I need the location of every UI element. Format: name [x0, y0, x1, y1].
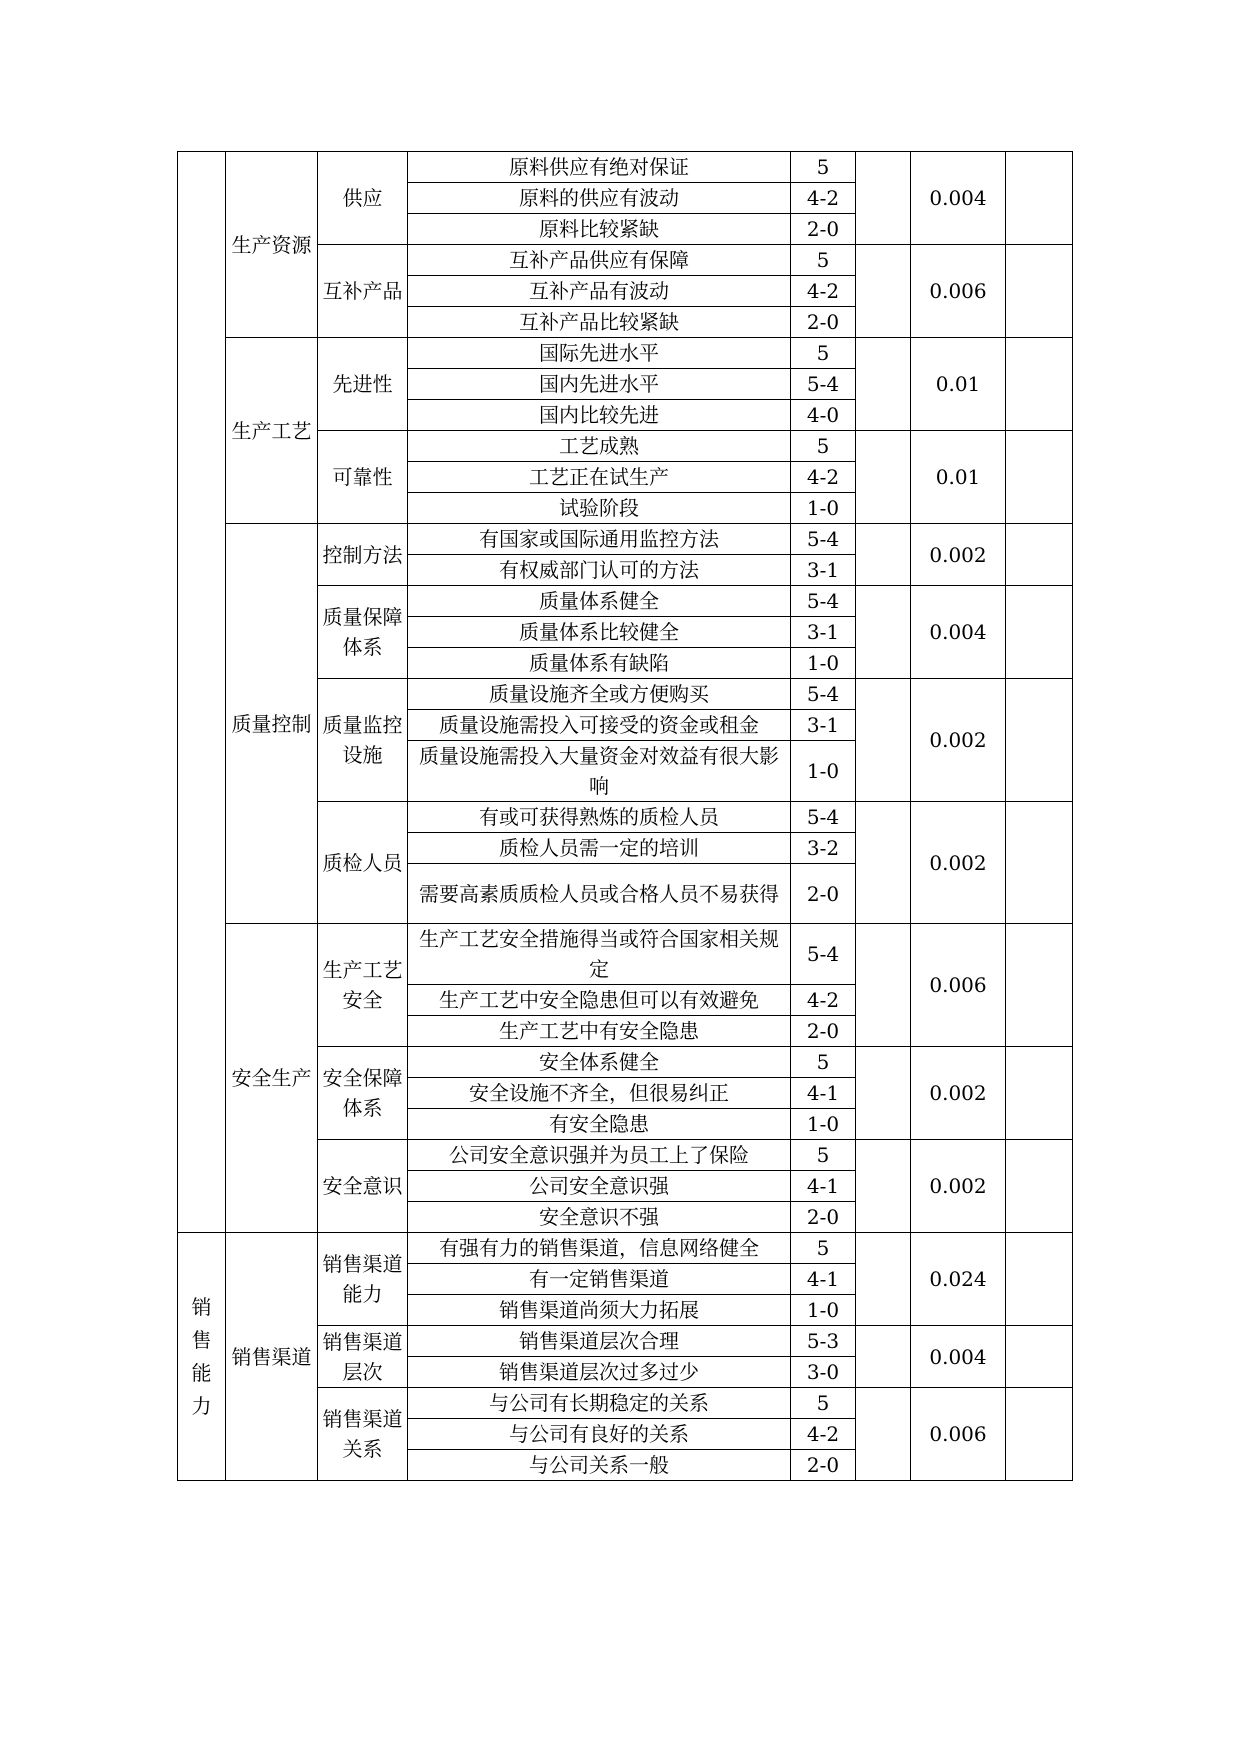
score-range: 1-0	[791, 1109, 856, 1140]
criterion-description: 有国家或国际通用监控方法	[408, 524, 791, 555]
criterion-description: 质检人员需一定的培训	[408, 833, 791, 864]
score-range: 5	[791, 338, 856, 369]
weighted-score-cell	[1006, 1047, 1073, 1140]
sub-criterion-cell	[318, 245, 408, 338]
group-name-label: 质量控制	[231, 711, 312, 736]
score-range: 3-1	[791, 710, 856, 741]
score-range: 3-2	[791, 833, 856, 864]
score-range: 2-0	[791, 864, 856, 924]
sub-criterion-cell	[318, 431, 408, 524]
score-entry-cell	[856, 524, 911, 586]
weight-value: 0.01	[911, 431, 1006, 524]
weight-value: 0.002	[911, 1140, 1006, 1233]
score-entry-cell	[856, 431, 911, 524]
criterion-description: 质量设施齐全或方便购买	[408, 679, 791, 710]
score-range: 1-0	[791, 493, 856, 524]
weighted-score-cell	[1006, 924, 1073, 1047]
sub-criterion-cell	[318, 524, 408, 586]
score-range: 5-3	[791, 1326, 856, 1357]
weighted-score-cell	[1006, 1388, 1073, 1481]
criterion-description: 国内先进水平	[408, 369, 791, 400]
score-range: 4-2	[791, 985, 856, 1016]
score-entry-cell	[856, 1140, 911, 1233]
score-range: 5-4	[791, 924, 856, 985]
table-row	[178, 924, 1073, 985]
score-range: 5-4	[791, 524, 856, 555]
score-range: 4-2	[791, 1419, 856, 1450]
criterion-description: 与公司关系一般	[408, 1450, 791, 1481]
score-range: 5	[791, 1233, 856, 1264]
score-entry-cell	[856, 924, 911, 1047]
group-name-cell	[226, 152, 318, 338]
section-category-cell	[178, 1233, 226, 1481]
score-entry-cell	[856, 245, 911, 338]
criterion-description: 有一定销售渠道	[408, 1264, 791, 1295]
weighted-score-cell	[1006, 152, 1073, 245]
score-range: 1-0	[791, 648, 856, 679]
sub-criterion-label: 质检人员	[322, 850, 403, 875]
score-entry-cell	[856, 1233, 911, 1326]
score-range: 1-0	[791, 1295, 856, 1326]
sub-criterion-label: 质量监控设施	[322, 713, 403, 767]
sub-criterion-label: 生产工艺安全	[322, 958, 403, 1012]
sub-criterion-label: 控制方法	[322, 542, 403, 567]
weight-value: 0.006	[911, 1388, 1006, 1481]
score-range: 2-0	[791, 1450, 856, 1481]
weight-value: 0.004	[911, 152, 1006, 245]
score-range: 5	[791, 1047, 856, 1078]
score-range: 5-4	[791, 679, 856, 710]
weighted-score-cell	[1006, 431, 1073, 524]
score-range: 3-1	[791, 555, 856, 586]
criterion-description: 生产工艺中安全隐患但可以有效避免	[408, 985, 791, 1016]
criterion-description: 安全意识不强	[408, 1202, 791, 1233]
sub-criterion-label: 销售渠道关系	[322, 1407, 403, 1461]
score-range: 5	[791, 1388, 856, 1419]
weighted-score-cell	[1006, 338, 1073, 431]
criterion-description: 质量设施需投入可接受的资金或租金	[408, 710, 791, 741]
score-entry-cell	[856, 1388, 911, 1481]
sub-criterion-cell	[318, 1233, 408, 1326]
criterion-description: 安全设施不齐全，但很易纠正	[408, 1078, 791, 1109]
score-entry-cell	[856, 679, 911, 802]
criterion-description: 公司安全意识强并为员工上了保险	[408, 1140, 791, 1171]
weight-value: 0.002	[911, 679, 1006, 802]
score-entry-cell	[856, 1047, 911, 1140]
score-range: 4-1	[791, 1078, 856, 1109]
score-range: 5	[791, 152, 856, 183]
weighted-score-cell	[1006, 802, 1073, 924]
score-range: 4-1	[791, 1171, 856, 1202]
criterion-description: 与公司有良好的关系	[408, 1419, 791, 1450]
criterion-description: 公司安全意识强	[408, 1171, 791, 1202]
criterion-description: 工艺成熟	[408, 431, 791, 462]
criterion-description: 原料供应有绝对保证	[408, 152, 791, 183]
group-name-label: 销售渠道	[231, 1344, 312, 1369]
criterion-description: 互补产品比较紧缺	[408, 307, 791, 338]
weight-value: 0.002	[911, 802, 1006, 924]
sub-criterion-cell	[318, 586, 408, 679]
weight-value: 0.002	[911, 1047, 1006, 1140]
criterion-description: 销售渠道层次过多过少	[408, 1357, 791, 1388]
weight-value: 0.004	[911, 586, 1006, 679]
criterion-description: 安全体系健全	[408, 1047, 791, 1078]
sub-criterion-cell	[318, 1388, 408, 1481]
weighted-score-cell	[1006, 1233, 1073, 1326]
sub-criterion-cell	[318, 338, 408, 431]
score-range: 2-0	[791, 307, 856, 338]
criterion-description: 国内比较先进	[408, 400, 791, 431]
criterion-description: 质量体系健全	[408, 586, 791, 617]
score-range: 5-4	[791, 586, 856, 617]
weight-value: 0.024	[911, 1233, 1006, 1326]
weighted-score-cell	[1006, 245, 1073, 338]
criterion-description: 需要高素质质检人员或合格人员不易获得	[408, 864, 791, 924]
score-range: 4-2	[791, 183, 856, 214]
group-name-label: 生产资源	[231, 232, 312, 257]
sub-criterion-label: 安全保障体系	[322, 1066, 403, 1120]
criterion-description: 质量体系比较健全	[408, 617, 791, 648]
weight-value: 0.01	[911, 338, 1006, 431]
sub-criterion-label: 可靠性	[332, 465, 393, 489]
score-range: 3-1	[791, 617, 856, 648]
criterion-description: 质量体系有缺陷	[408, 648, 791, 679]
criterion-description: 有安全隐患	[408, 1109, 791, 1140]
table-row	[178, 1233, 1073, 1264]
sub-criterion-label: 互补产品	[322, 279, 403, 303]
score-range: 4-2	[791, 462, 856, 493]
score-range: 3-0	[791, 1357, 856, 1388]
criterion-description: 原料比较紧缺	[408, 214, 791, 245]
score-entry-cell	[856, 586, 911, 679]
group-name-cell	[226, 524, 318, 924]
criterion-description: 试验阶段	[408, 493, 791, 524]
section-category-label: 销售能力	[191, 1294, 212, 1418]
criterion-description: 销售渠道尚须大力拓展	[408, 1295, 791, 1326]
table-row	[178, 524, 1073, 555]
score-range: 2-0	[791, 1202, 856, 1233]
weighted-score-cell	[1006, 1326, 1073, 1388]
sub-criterion-label: 供应	[342, 186, 383, 210]
sub-criterion-label: 安全意识	[322, 1174, 403, 1198]
score-entry-cell	[856, 1326, 911, 1388]
group-name-cell	[226, 924, 318, 1233]
weighted-score-cell	[1006, 1140, 1073, 1233]
criterion-description: 原料的供应有波动	[408, 183, 791, 214]
group-name-cell	[226, 338, 318, 524]
weight-value: 0.004	[911, 1326, 1006, 1388]
score-entry-cell	[856, 338, 911, 431]
section-category-cell	[178, 152, 226, 1233]
table-row	[178, 152, 1073, 183]
score-range: 5-4	[791, 369, 856, 400]
score-entry-cell	[856, 152, 911, 245]
group-name-label: 安全生产	[231, 1066, 312, 1090]
sub-criterion-cell	[318, 1140, 408, 1233]
score-range: 4-0	[791, 400, 856, 431]
criterion-description: 互补产品供应有保障	[408, 245, 791, 276]
criterion-description: 有权威部门认可的方法	[408, 555, 791, 586]
sub-criterion-cell	[318, 802, 408, 924]
score-range: 5	[791, 1140, 856, 1171]
criterion-description: 有或可获得熟炼的质检人员	[408, 802, 791, 833]
weight-value: 0.006	[911, 924, 1006, 1047]
sub-criterion-cell	[318, 924, 408, 1047]
sub-criterion-cell	[318, 152, 408, 245]
score-range: 2-0	[791, 214, 856, 245]
weighted-score-cell	[1006, 679, 1073, 802]
score-range: 5	[791, 431, 856, 462]
sub-criterion-label: 先进性	[332, 372, 393, 396]
evaluation-table	[177, 151, 1073, 1481]
score-range: 4-2	[791, 276, 856, 307]
sub-criterion-label: 销售渠道能力	[322, 1252, 403, 1306]
score-entry-cell	[856, 802, 911, 924]
sub-criterion-label: 质量保障体系	[322, 605, 403, 659]
score-range: 4-1	[791, 1264, 856, 1295]
weight-value: 0.006	[911, 245, 1006, 338]
criterion-description: 工艺正在试生产	[408, 462, 791, 493]
weight-value: 0.002	[911, 524, 1006, 586]
sub-criterion-cell	[318, 1326, 408, 1388]
criterion-description: 互补产品有波动	[408, 276, 791, 307]
score-range: 5	[791, 245, 856, 276]
table-row	[178, 338, 1073, 369]
criterion-description: 与公司有长期稳定的关系	[408, 1388, 791, 1419]
criterion-description: 销售渠道层次合理	[408, 1326, 791, 1357]
criterion-description: 生产工艺安全措施得当或符合国家相关规定	[408, 924, 791, 985]
weighted-score-cell	[1006, 586, 1073, 679]
criterion-description: 生产工艺中有安全隐患	[408, 1016, 791, 1047]
group-name-label: 生产工艺	[231, 418, 312, 443]
score-range: 5-4	[791, 802, 856, 833]
criterion-description: 质量设施需投入大量资金对效益有很大影响	[408, 741, 791, 802]
weighted-score-cell	[1006, 524, 1073, 586]
score-range: 2-0	[791, 1016, 856, 1047]
criterion-description: 有强有力的销售渠道，信息网络健全	[408, 1233, 791, 1264]
criterion-description: 国际先进水平	[408, 338, 791, 369]
sub-criterion-label: 销售渠道层次	[322, 1329, 403, 1384]
sub-criterion-cell	[318, 679, 408, 802]
score-range: 1-0	[791, 741, 856, 802]
group-name-cell	[226, 1233, 318, 1481]
sub-criterion-cell	[318, 1047, 408, 1140]
